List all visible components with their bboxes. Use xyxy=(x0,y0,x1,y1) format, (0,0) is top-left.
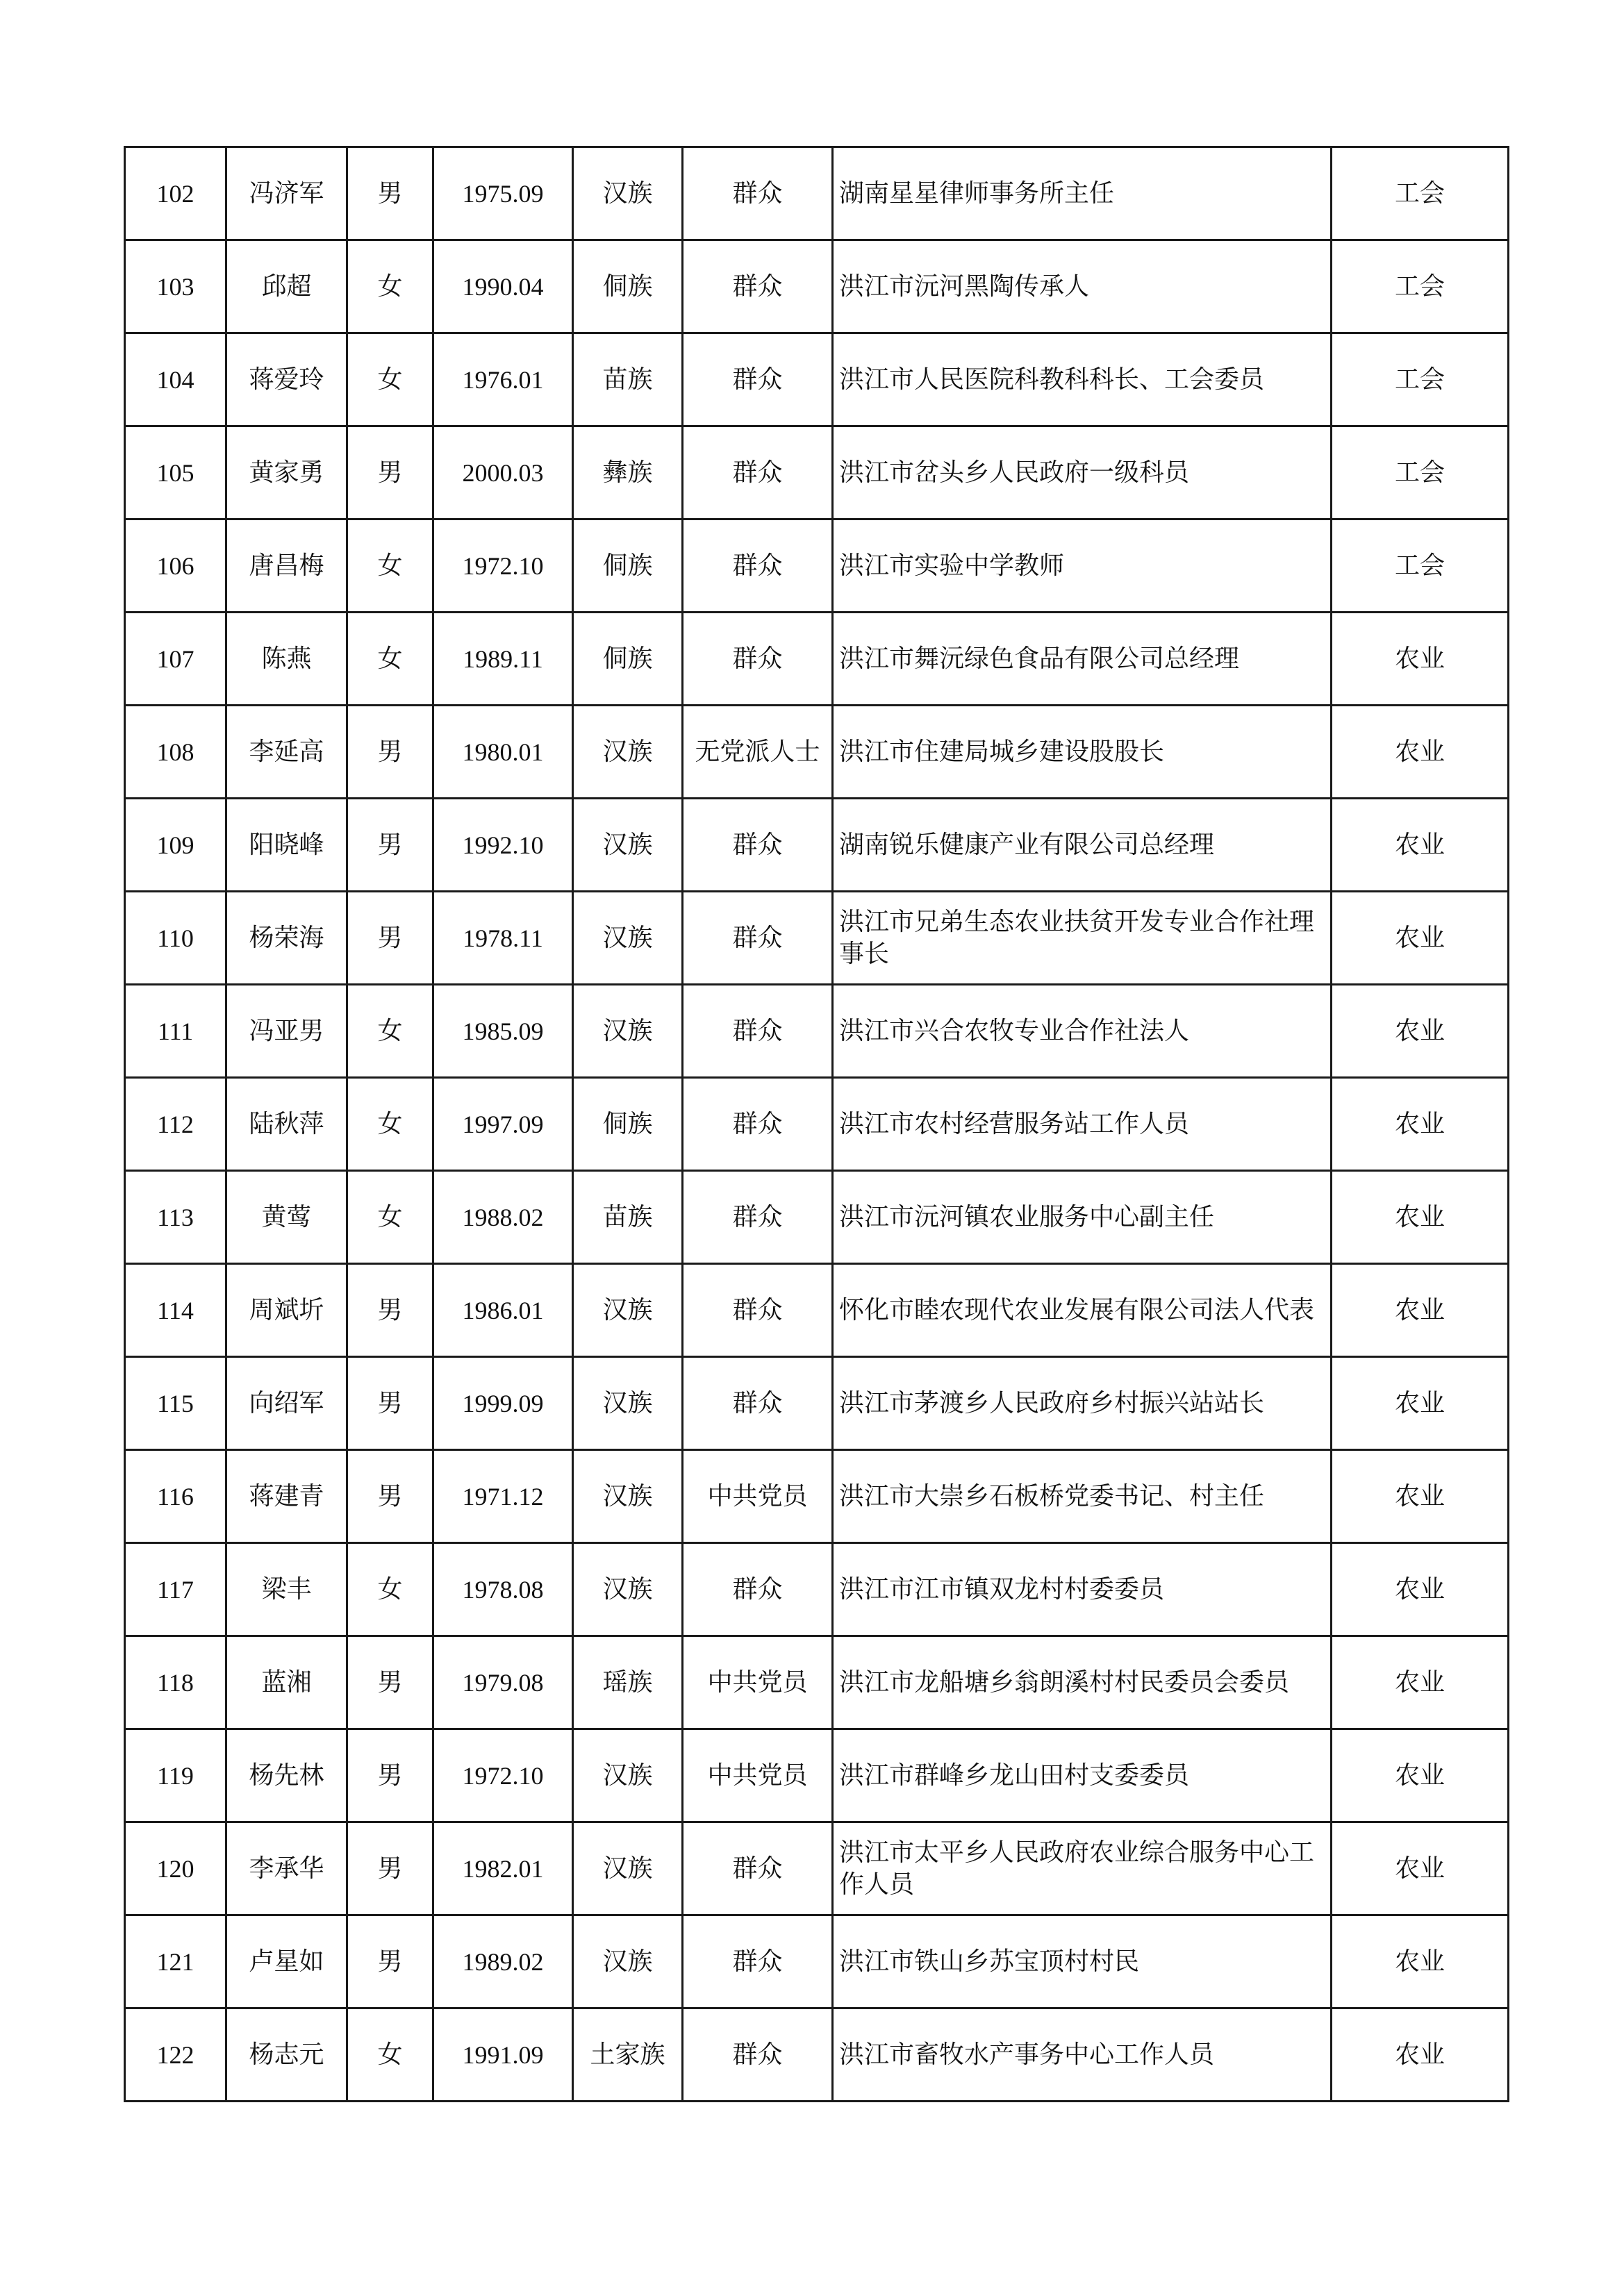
member-position: 洪江市沅河黑陶传承人 xyxy=(833,240,1332,333)
member-gender: 女 xyxy=(347,1078,433,1171)
member-party: 群众 xyxy=(683,985,833,1078)
member-sector: 工会 xyxy=(1332,240,1509,333)
member-party: 群众 xyxy=(683,240,833,333)
member-birth-date: 2000.03 xyxy=(433,426,573,519)
member-sector: 农业 xyxy=(1332,1078,1509,1171)
row-number: 122 xyxy=(125,2008,226,2102)
member-sector: 农业 xyxy=(1332,2008,1509,2102)
member-gender: 女 xyxy=(347,985,433,1078)
member-position: 洪江市畜牧水产事务中心工作人员 xyxy=(833,2008,1332,2102)
row-number: 110 xyxy=(125,892,226,985)
row-number: 107 xyxy=(125,613,226,706)
row-number: 120 xyxy=(125,1822,226,1915)
table-row xyxy=(125,147,1509,240)
member-gender: 女 xyxy=(347,2008,433,2102)
member-ethnicity: 侗族 xyxy=(573,240,683,333)
member-birth-date: 1979.08 xyxy=(433,1636,573,1729)
member-name: 梁丰 xyxy=(226,1543,347,1636)
member-party: 群众 xyxy=(683,147,833,240)
member-gender: 女 xyxy=(347,1171,433,1264)
row-number: 119 xyxy=(125,1729,226,1822)
member-position: 洪江市沅河镇农业服务中心副主任 xyxy=(833,1171,1332,1264)
member-name: 李承华 xyxy=(226,1822,347,1915)
row-number: 103 xyxy=(125,240,226,333)
member-position: 洪江市大崇乡石板桥党委书记、村主任 xyxy=(833,1450,1332,1543)
table-row xyxy=(125,1264,1509,1357)
member-party: 群众 xyxy=(683,799,833,892)
member-position: 湖南锐乐健康产业有限公司总经理 xyxy=(833,799,1332,892)
member-party: 群众 xyxy=(683,2008,833,2102)
member-sector: 农业 xyxy=(1332,1357,1509,1450)
table-row xyxy=(125,333,1509,426)
member-birth-date: 1982.01 xyxy=(433,1822,573,1915)
table-row xyxy=(125,1822,1509,1915)
member-party: 中共党员 xyxy=(683,1450,833,1543)
member-party: 群众 xyxy=(683,519,833,613)
member-gender: 女 xyxy=(347,519,433,613)
member-ethnicity: 汉族 xyxy=(573,799,683,892)
member-sector: 农业 xyxy=(1332,1915,1509,2008)
member-ethnicity: 侗族 xyxy=(573,519,683,613)
member-position: 洪江市兄弟生态农业扶贫开发专业合作社理事长 xyxy=(833,892,1332,985)
member-party: 群众 xyxy=(683,1357,833,1450)
member-sector: 农业 xyxy=(1332,1822,1509,1915)
member-position: 洪江市农村经营服务站工作人员 xyxy=(833,1078,1332,1171)
member-sector: 农业 xyxy=(1332,985,1509,1078)
member-position: 洪江市实验中学教师 xyxy=(833,519,1332,613)
member-birth-date: 1990.04 xyxy=(433,240,573,333)
member-gender: 男 xyxy=(347,426,433,519)
member-gender: 男 xyxy=(347,1636,433,1729)
member-sector: 工会 xyxy=(1332,519,1509,613)
member-name: 黄莺 xyxy=(226,1171,347,1264)
member-ethnicity: 侗族 xyxy=(573,1078,683,1171)
member-ethnicity: 瑶族 xyxy=(573,1636,683,1729)
row-number: 106 xyxy=(125,519,226,613)
row-number: 118 xyxy=(125,1636,226,1729)
member-ethnicity: 土家族 xyxy=(573,2008,683,2102)
row-number: 108 xyxy=(125,706,226,799)
member-position: 湖南星星律师事务所主任 xyxy=(833,147,1332,240)
member-sector: 工会 xyxy=(1332,333,1509,426)
member-name: 冯济军 xyxy=(226,147,347,240)
member-position: 洪江市岔头乡人民政府一级科员 xyxy=(833,426,1332,519)
table-row xyxy=(125,1450,1509,1543)
row-number: 112 xyxy=(125,1078,226,1171)
table-row xyxy=(125,2008,1509,2102)
member-ethnicity: 汉族 xyxy=(573,1543,683,1636)
member-position: 洪江市龙船塘乡翁朗溪村村民委员会委员 xyxy=(833,1636,1332,1729)
member-gender: 女 xyxy=(347,333,433,426)
member-birth-date: 1978.08 xyxy=(433,1543,573,1636)
member-birth-date: 1972.10 xyxy=(433,1729,573,1822)
member-ethnicity: 汉族 xyxy=(573,706,683,799)
member-gender: 男 xyxy=(347,1264,433,1357)
member-birth-date: 1975.09 xyxy=(433,147,573,240)
member-party: 群众 xyxy=(683,333,833,426)
member-sector: 农业 xyxy=(1332,799,1509,892)
member-sector: 农业 xyxy=(1332,892,1509,985)
member-sector: 农业 xyxy=(1332,1171,1509,1264)
member-name: 周斌圻 xyxy=(226,1264,347,1357)
table-row xyxy=(125,613,1509,706)
member-party: 中共党员 xyxy=(683,1636,833,1729)
member-name: 陆秋萍 xyxy=(226,1078,347,1171)
member-gender: 男 xyxy=(347,799,433,892)
row-number: 121 xyxy=(125,1915,226,2008)
row-number: 116 xyxy=(125,1450,226,1543)
member-birth-date: 1992.10 xyxy=(433,799,573,892)
row-number: 102 xyxy=(125,147,226,240)
member-sector: 工会 xyxy=(1332,426,1509,519)
table-row xyxy=(125,985,1509,1078)
member-ethnicity: 苗族 xyxy=(573,333,683,426)
member-gender: 男 xyxy=(347,1729,433,1822)
member-sector: 农业 xyxy=(1332,1729,1509,1822)
table-row xyxy=(125,1636,1509,1729)
member-party: 群众 xyxy=(683,1171,833,1264)
member-party: 无党派人士 xyxy=(683,706,833,799)
member-ethnicity: 汉族 xyxy=(573,1822,683,1915)
member-ethnicity: 汉族 xyxy=(573,1450,683,1543)
member-gender: 男 xyxy=(347,1822,433,1915)
member-birth-date: 1985.09 xyxy=(433,985,573,1078)
member-ethnicity: 汉族 xyxy=(573,147,683,240)
member-position: 洪江市太平乡人民政府农业综合服务中心工作人员 xyxy=(833,1822,1332,1915)
member-gender: 男 xyxy=(347,1915,433,2008)
member-position: 洪江市住建局城乡建设股股长 xyxy=(833,706,1332,799)
member-ethnicity: 侗族 xyxy=(573,613,683,706)
table-row xyxy=(125,240,1509,333)
member-party: 群众 xyxy=(683,1822,833,1915)
member-birth-date: 1972.10 xyxy=(433,519,573,613)
member-position: 洪江市兴合农牧专业合作社法人 xyxy=(833,985,1332,1078)
member-sector: 农业 xyxy=(1332,1636,1509,1729)
table-row xyxy=(125,799,1509,892)
member-gender: 女 xyxy=(347,240,433,333)
member-sector: 农业 xyxy=(1332,613,1509,706)
table-row xyxy=(125,1078,1509,1171)
member-name: 蒋建青 xyxy=(226,1450,347,1543)
table-row xyxy=(125,1543,1509,1636)
member-ethnicity: 汉族 xyxy=(573,892,683,985)
table-row xyxy=(125,1171,1509,1264)
member-ethnicity: 汉族 xyxy=(573,1357,683,1450)
member-name: 李延高 xyxy=(226,706,347,799)
table-row xyxy=(125,426,1509,519)
member-birth-date: 1976.01 xyxy=(433,333,573,426)
member-birth-date: 1989.02 xyxy=(433,1915,573,2008)
member-name: 蒋爱玲 xyxy=(226,333,347,426)
member-birth-date: 1971.12 xyxy=(433,1450,573,1543)
member-name: 阳晓峰 xyxy=(226,799,347,892)
member-party: 群众 xyxy=(683,426,833,519)
member-party: 群众 xyxy=(683,892,833,985)
member-position: 洪江市群峰乡龙山田村支委委员 xyxy=(833,1729,1332,1822)
member-ethnicity: 苗族 xyxy=(573,1171,683,1264)
member-position: 怀化市睦农现代农业发展有限公司法人代表 xyxy=(833,1264,1332,1357)
member-party: 群众 xyxy=(683,1264,833,1357)
row-number: 104 xyxy=(125,333,226,426)
member-gender: 女 xyxy=(347,613,433,706)
member-name: 向绍军 xyxy=(226,1357,347,1450)
member-gender: 男 xyxy=(347,706,433,799)
member-position: 洪江市人民医院科教科科长、工会委员 xyxy=(833,333,1332,426)
member-name: 邱超 xyxy=(226,240,347,333)
member-name: 卢星如 xyxy=(226,1915,347,2008)
row-number: 117 xyxy=(125,1543,226,1636)
member-ethnicity: 彝族 xyxy=(573,426,683,519)
member-party: 群众 xyxy=(683,1915,833,2008)
row-number: 114 xyxy=(125,1264,226,1357)
member-party: 中共党员 xyxy=(683,1729,833,1822)
member-ethnicity: 汉族 xyxy=(573,985,683,1078)
member-name: 陈燕 xyxy=(226,613,347,706)
member-birth-date: 1980.01 xyxy=(433,706,573,799)
member-birth-date: 1978.11 xyxy=(433,892,573,985)
member-sector: 农业 xyxy=(1332,706,1509,799)
member-name: 杨荣海 xyxy=(226,892,347,985)
member-position: 洪江市茅渡乡人民政府乡村振兴站站长 xyxy=(833,1357,1332,1450)
member-ethnicity: 汉族 xyxy=(573,1915,683,2008)
member-gender: 男 xyxy=(347,1357,433,1450)
member-name: 杨志元 xyxy=(226,2008,347,2102)
member-gender: 女 xyxy=(347,1543,433,1636)
table-row xyxy=(125,519,1509,613)
row-number: 115 xyxy=(125,1357,226,1450)
member-gender: 男 xyxy=(347,1450,433,1543)
table-row xyxy=(125,706,1509,799)
roster-body xyxy=(125,147,1509,2102)
member-birth-date: 1999.09 xyxy=(433,1357,573,1450)
member-position: 洪江市舞沅绿色食品有限公司总经理 xyxy=(833,613,1332,706)
member-sector: 农业 xyxy=(1332,1264,1509,1357)
member-position: 洪江市铁山乡苏宝顶村村民 xyxy=(833,1915,1332,2008)
member-birth-date: 1986.01 xyxy=(433,1264,573,1357)
member-birth-date: 1991.09 xyxy=(433,2008,573,2102)
row-number: 109 xyxy=(125,799,226,892)
member-gender: 男 xyxy=(347,892,433,985)
member-party: 群众 xyxy=(683,1078,833,1171)
member-birth-date: 1989.11 xyxy=(433,613,573,706)
member-sector: 农业 xyxy=(1332,1543,1509,1636)
member-name: 杨先林 xyxy=(226,1729,347,1822)
member-roster-table xyxy=(124,146,1509,2102)
row-number: 105 xyxy=(125,426,226,519)
member-sector: 农业 xyxy=(1332,1450,1509,1543)
member-ethnicity: 汉族 xyxy=(573,1264,683,1357)
table-row xyxy=(125,1915,1509,2008)
member-party: 群众 xyxy=(683,613,833,706)
member-sector: 工会 xyxy=(1332,147,1509,240)
table-row xyxy=(125,1357,1509,1450)
member-name: 黄家勇 xyxy=(226,426,347,519)
member-name: 蓝湘 xyxy=(226,1636,347,1729)
row-number: 111 xyxy=(125,985,226,1078)
member-position: 洪江市江市镇双龙村村委委员 xyxy=(833,1543,1332,1636)
member-gender: 男 xyxy=(347,147,433,240)
table-row xyxy=(125,892,1509,985)
table-row xyxy=(125,1729,1509,1822)
row-number: 113 xyxy=(125,1171,226,1264)
member-ethnicity: 汉族 xyxy=(573,1729,683,1822)
member-birth-date: 1997.09 xyxy=(433,1078,573,1171)
member-birth-date: 1988.02 xyxy=(433,1171,573,1264)
member-party: 群众 xyxy=(683,1543,833,1636)
member-name: 冯亚男 xyxy=(226,985,347,1078)
member-name: 唐昌梅 xyxy=(226,519,347,613)
